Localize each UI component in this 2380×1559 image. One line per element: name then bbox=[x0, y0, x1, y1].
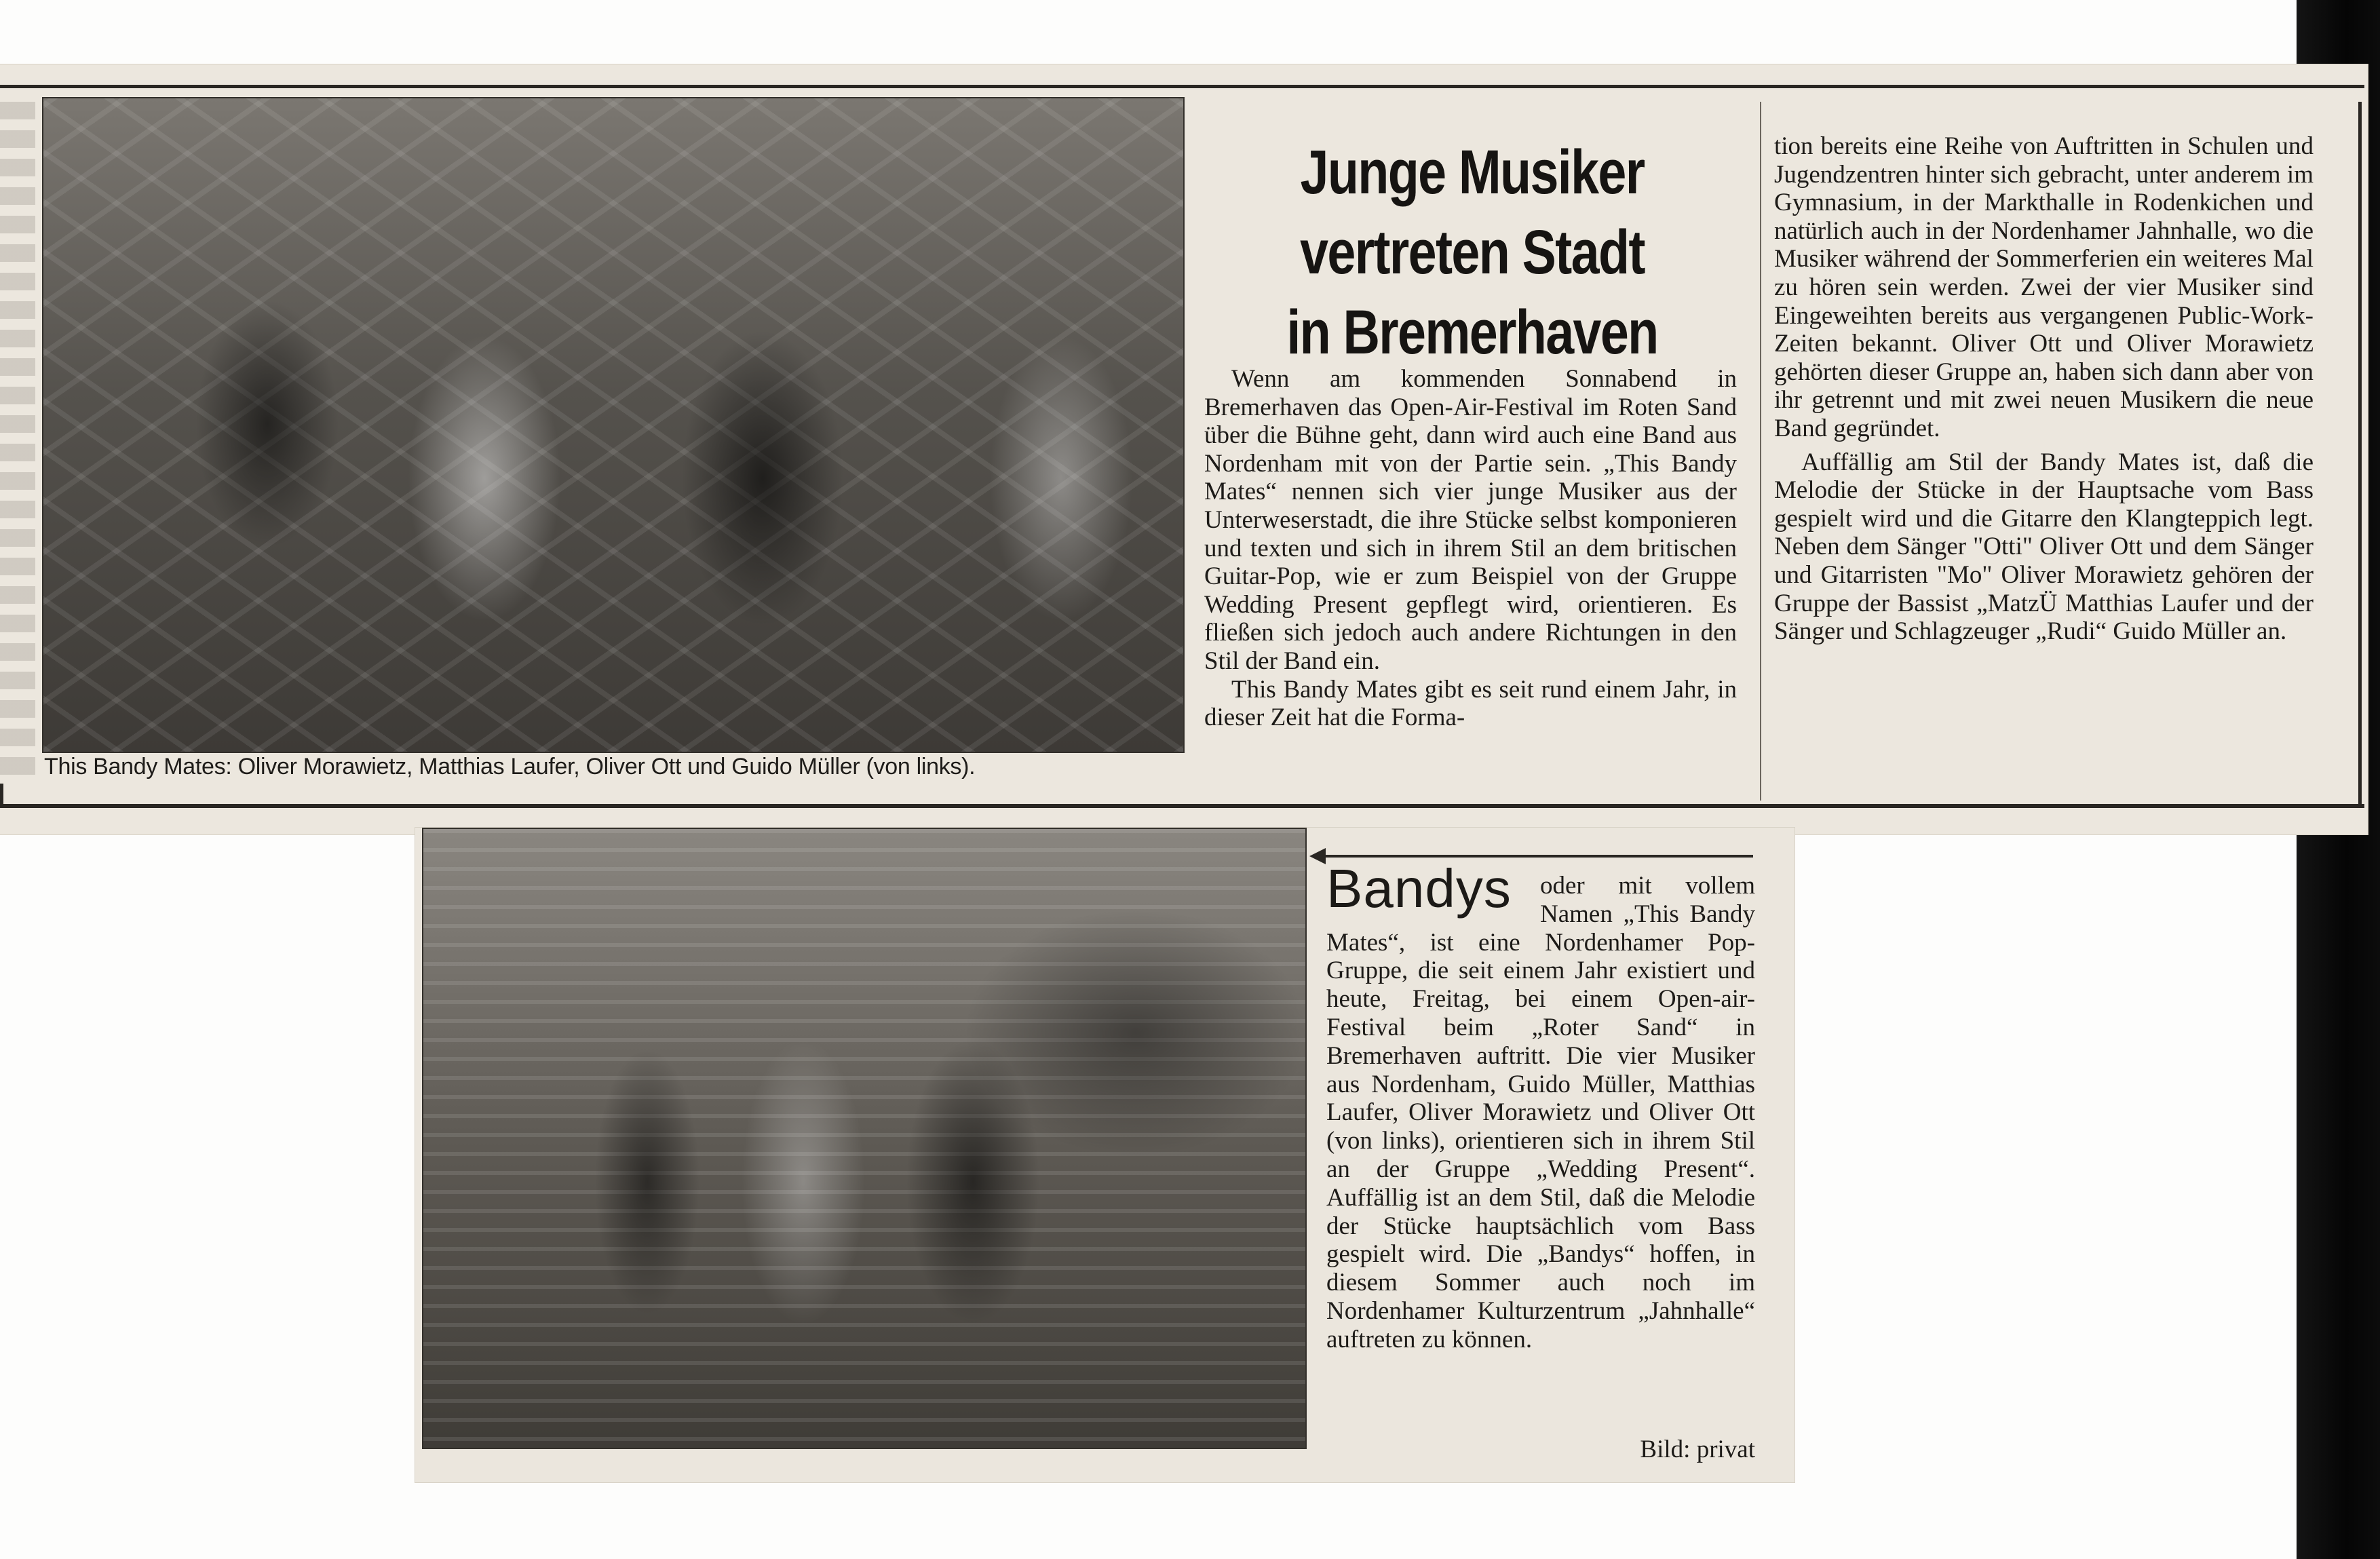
photo-caption: This Bandy Mates: Oliver Morawietz, Matthias Laufer, Oliver Ott und Guido Müller (von links). bbox=[44, 754, 976, 780]
article-headline bbox=[1261, 132, 1683, 372]
article-title: Bandys bbox=[1326, 858, 1512, 919]
top-rule bbox=[0, 85, 2364, 88]
newspaper-clipping-main bbox=[0, 64, 2368, 834]
article-paragraph: Auffällig am Stil der Bandy Mates ist, daß die Melodie der Stücke in der Hauptsache vom Bass gespielt wird und die Gitarre den Klangteppich legt. Neben dem Sänger "Otti" Oliver Ott und dem Sänger und Gitarristen "Mo" Oliver Morawietz gehören der Gruppe der Bassist „MatzÜ Matthias Laufer und der Sänger und Schlagzeuger „Rudi“ Guido Müller an. bbox=[1774, 448, 2314, 646]
newspaper-clipping-secondary bbox=[415, 828, 1794, 1482]
article-column-1 bbox=[1204, 365, 1737, 732]
band-photo-main bbox=[42, 97, 1185, 753]
article-paragraph: tion bereits eine Reihe von Auftritten in Schulen und Jugendzentren hinter sich gebracht, unter anderem im Gymnasium, in der Markthalle in Rodenkichen und natürlich auch in der Nordenhamer Jahnhalle, wo die Musiker während der Sommerferien ein weiteres Mal zu hören sein werden. Zwei der vier Musiker sind Eingeweihten bereits aus vergangenen Public-Work-Zeiten bekannt. Oliver Ott und Oliver Morawietz gehörten dieser Gruppe an, haben sich dann aber von ihr getrennt und mit zwei neuen Musikern die neue Band gegründet. bbox=[1774, 132, 2314, 442]
title-spacer bbox=[1326, 872, 1540, 919]
article-paragraph: Wenn am kommenden Sonnabend in Bremerhaven das Open-Air-Festival im Roten Sand über die Bühne geht, dann wird auch eine Band aus Nordenham mit von der Partie sein. „This Bandy Mates“ nennen sich vier junge Musiker aus der Unterweserstadt, die ihre Stücke selbst komponieren und texten und sich in ihrem Stil an dem britischen Guitar-Pop, wie er zum Beispiel von der Gruppe Wedding Present gepflegt wird, orientieren. Es fließen sich jedoch auch andere Richtungen in den Stil der Band ein. bbox=[1204, 365, 1737, 675]
headline-line: in Bremerhaven bbox=[1286, 298, 1658, 367]
band-photo-secondary bbox=[422, 828, 1307, 1449]
arrow-rule bbox=[1319, 855, 1753, 858]
article-text: oder mit vollem Namen „This Bandy Mates“, ist eine Nordenhamer Pop-Gruppe, die seit einem Jahr existiert und heute, Freitag, bei einem Open-air-Festival beim „Roter Sand“ in Bremerhaven auftritt. Die vier Musiker aus Nordenham, Guido Müller, Matthias Laufer, Oliver Morawietz und Oliver Ott (von links), orientieren sich in ihrem Stil an der Gruppe „Wedding Present“. Auffällig ist an dem Stil, daß die Melodie der Stücke hauptsächlich vom Bass gespielt wird. Die „Bandys“ hoffen, in diesem Sommer auch noch im Nordenhamer Kulturzentrum „Jahnhalle“ auftreten zu können. bbox=[1326, 872, 1755, 1353]
article-column-2 bbox=[1774, 132, 2314, 646]
headline-line: vertreten Stadt bbox=[1300, 218, 1645, 287]
headline-line: Junge Musiker bbox=[1300, 138, 1645, 207]
neighboring-column-fragment bbox=[0, 102, 35, 780]
article-paragraph: This Bandy Mates gibt es seit rund einem Jahr, in dieser Zeit hat die Forma- bbox=[1204, 675, 1737, 732]
bottom-rule bbox=[0, 804, 2364, 808]
column-divider bbox=[1760, 102, 1761, 801]
right-rule bbox=[2358, 102, 2362, 807]
article-body bbox=[1326, 872, 1755, 1354]
photo-credit: Bild: privat bbox=[1640, 1436, 1755, 1463]
